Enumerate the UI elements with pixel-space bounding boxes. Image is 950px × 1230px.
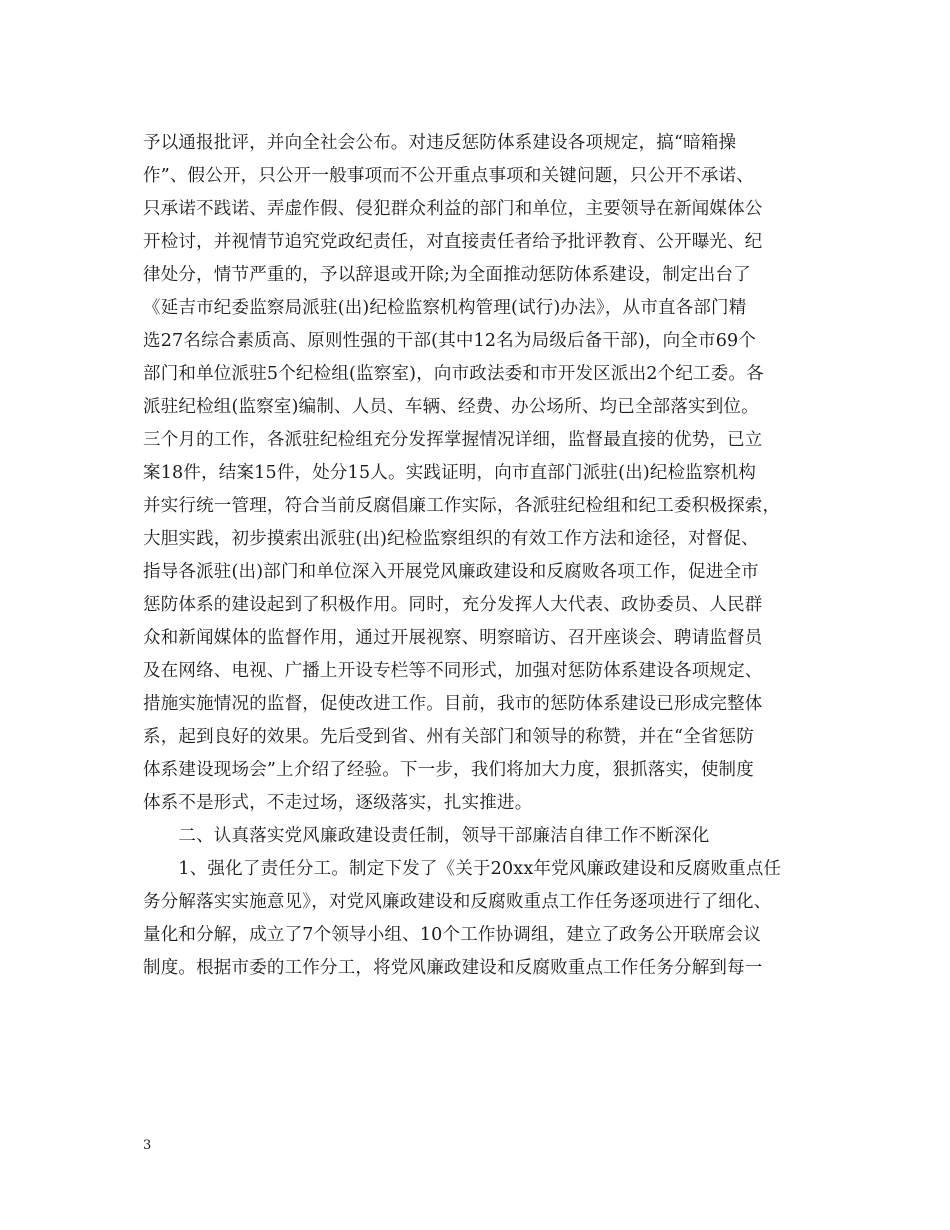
text-line: 予以通报批评，并向全社会公布。对违反惩防体系建设各项规定，搞“暗箱操 (143, 133, 737, 153)
text-line: 惩防体系的建设起到了积极作用。同时，充分发挥人大代表、政协委员、人民群 (143, 595, 763, 615)
text-line: 大胆实践，初步摸索出派驻(出)纪检监察组织的有效工作方法和途径，对督促、 (143, 529, 759, 549)
text-line: 部门和单位派驻5个纪检组(监察室)，向市政法委和市开发区派出2个纪工委。各 (143, 364, 764, 384)
text-line: 1、强化了责任分工。制定下发了《关于20xx年党风廉政建设和反腐败重点任 (143, 859, 782, 879)
text-line: 指导各派驻(出)部门和单位深入开展党风廉政建设和反腐败各项工作，促进全市 (143, 562, 759, 582)
text-line: 案18件，结案15件，处分15人。实践证明，向市直部门派驻(出)纪检监察机构 (143, 463, 757, 483)
page-number: 3 (143, 1138, 152, 1153)
text-line: 务分解落实实施意见》，对党风廉政建设和反腐败重点工作任务逐项进行了细化、 (143, 892, 772, 912)
text-line: 众和新闻媒体的监督作用，通过开展视察、明察暗访、召开座谈会、聘请监督员 (143, 628, 763, 648)
text-line: 律处分，情节严重的，予以辞退或开除;为全面推动惩防体系建设，制定出台了 (143, 265, 751, 285)
text-line: 及在网络、电视、广播上开设专栏等不同形式，加强对惩防体系建设各项规定、 (143, 661, 763, 681)
text-line: 三个月的工作，各派驻纪检组充分发挥掌握情况详细，监督最直接的优势，已立 (143, 430, 763, 450)
text-line: 并实行统一管理，符合当前反腐倡廉工作实际，各派驻纪检组和纪工委积极探索， (143, 496, 781, 516)
text-line: 措施实施情况的监督，促使改进工作。目前，我市的惩防体系建设已形成完整体 (143, 694, 763, 714)
text-line: 派驻纪检组(监察室)编制、人员、车辆、经费、办公场所、均已全部落实到位。 (143, 397, 759, 417)
text-line: 只承诺不践诺、弄虚作假、侵犯群众利益的部门和单位，主要领导在新闻媒体公 (143, 199, 763, 219)
text-line: 选27名综合素质高、原则性强的干部(其中12名为局级后备干部)，向全市69个 (143, 331, 757, 351)
body-text (143, 127, 823, 985)
text-line: 量化和分解，成立了7个领导小组、10个工作协调组，建立了政务公开联席会议 (143, 925, 762, 945)
text-line: 体系建设现场会”上介绍了经验。下一步，我们将加大力度，狠抓落实，使制度 (143, 760, 754, 780)
text-line: 《延吉市纪委监察局派驻(出)纪检监察机构管理(试行)办法》，从市直各部门精 (143, 298, 747, 318)
text-line: 开检讨，并视情节追究党政纪责任，对直接责任者给予批评教育、公开曝光、纪 (143, 232, 763, 252)
text-line: 制度。根据市委的工作分工，将党风廉政建设和反腐败重点工作任务分解到每一 (143, 958, 763, 978)
text-line: 体系不是形式，不走过场，逐级落实，扎实推进。 (143, 793, 533, 813)
text-line: 作”、假公开，只公开一般事项而不公开重点事项和关键问题，只公开不承诺、 (143, 166, 754, 186)
text-line: 系，起到良好的效果。先后受到省、州有关部门和领导的称赞，并在“全省惩防 (143, 727, 754, 747)
section-heading: 二、认真落实党风廉政建设责任制，领导干部廉洁自律工作不断深化 (143, 826, 710, 846)
